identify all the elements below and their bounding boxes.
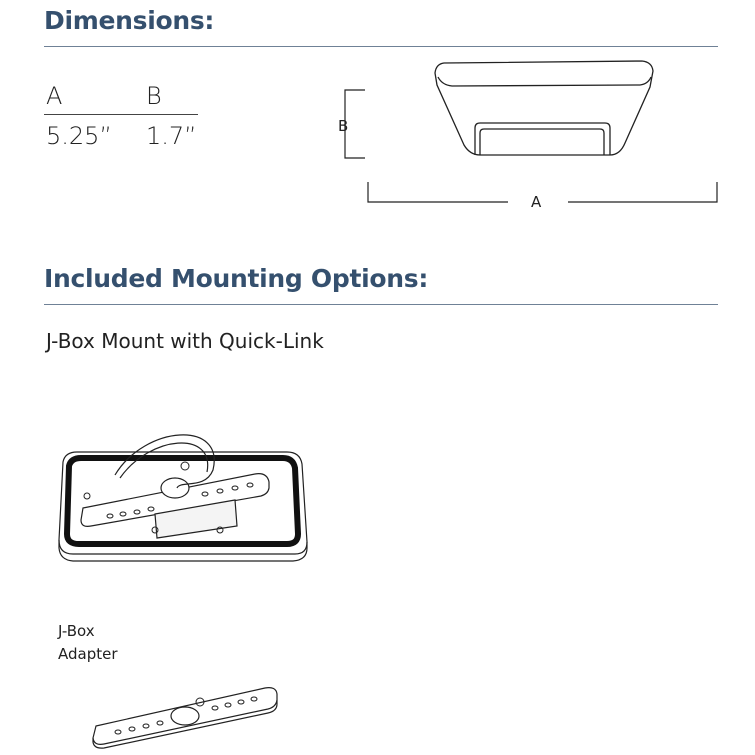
fixture-dimension-diagram [330,55,730,215]
mount-option-title: J-Box Mount with Quick-Link [46,329,324,353]
width-label: A [531,193,542,211]
width-bracket-left [368,182,508,202]
dim-table-divider [44,114,198,115]
fixture-illustration [435,61,653,155]
dim-header-a: A [46,82,63,110]
jbox-adapter-illustration [90,680,280,750]
adapter-caption-line1: J-Box [58,622,95,640]
width-bracket-right [568,182,717,202]
dim-header-b: B [146,82,162,110]
adapter-caption-line2: Adapter [58,645,118,663]
mounting-divider [44,304,718,305]
mounting-plate-illustration [55,430,310,590]
dim-value-a: 5.25” [46,122,112,150]
dim-value-b: 1.7” [146,122,197,150]
dimensions-divider [44,46,718,47]
height-label: B [338,117,349,135]
dimensions-heading: Dimensions: [44,6,215,35]
mounting-heading: Included Mounting Options: [44,264,429,293]
